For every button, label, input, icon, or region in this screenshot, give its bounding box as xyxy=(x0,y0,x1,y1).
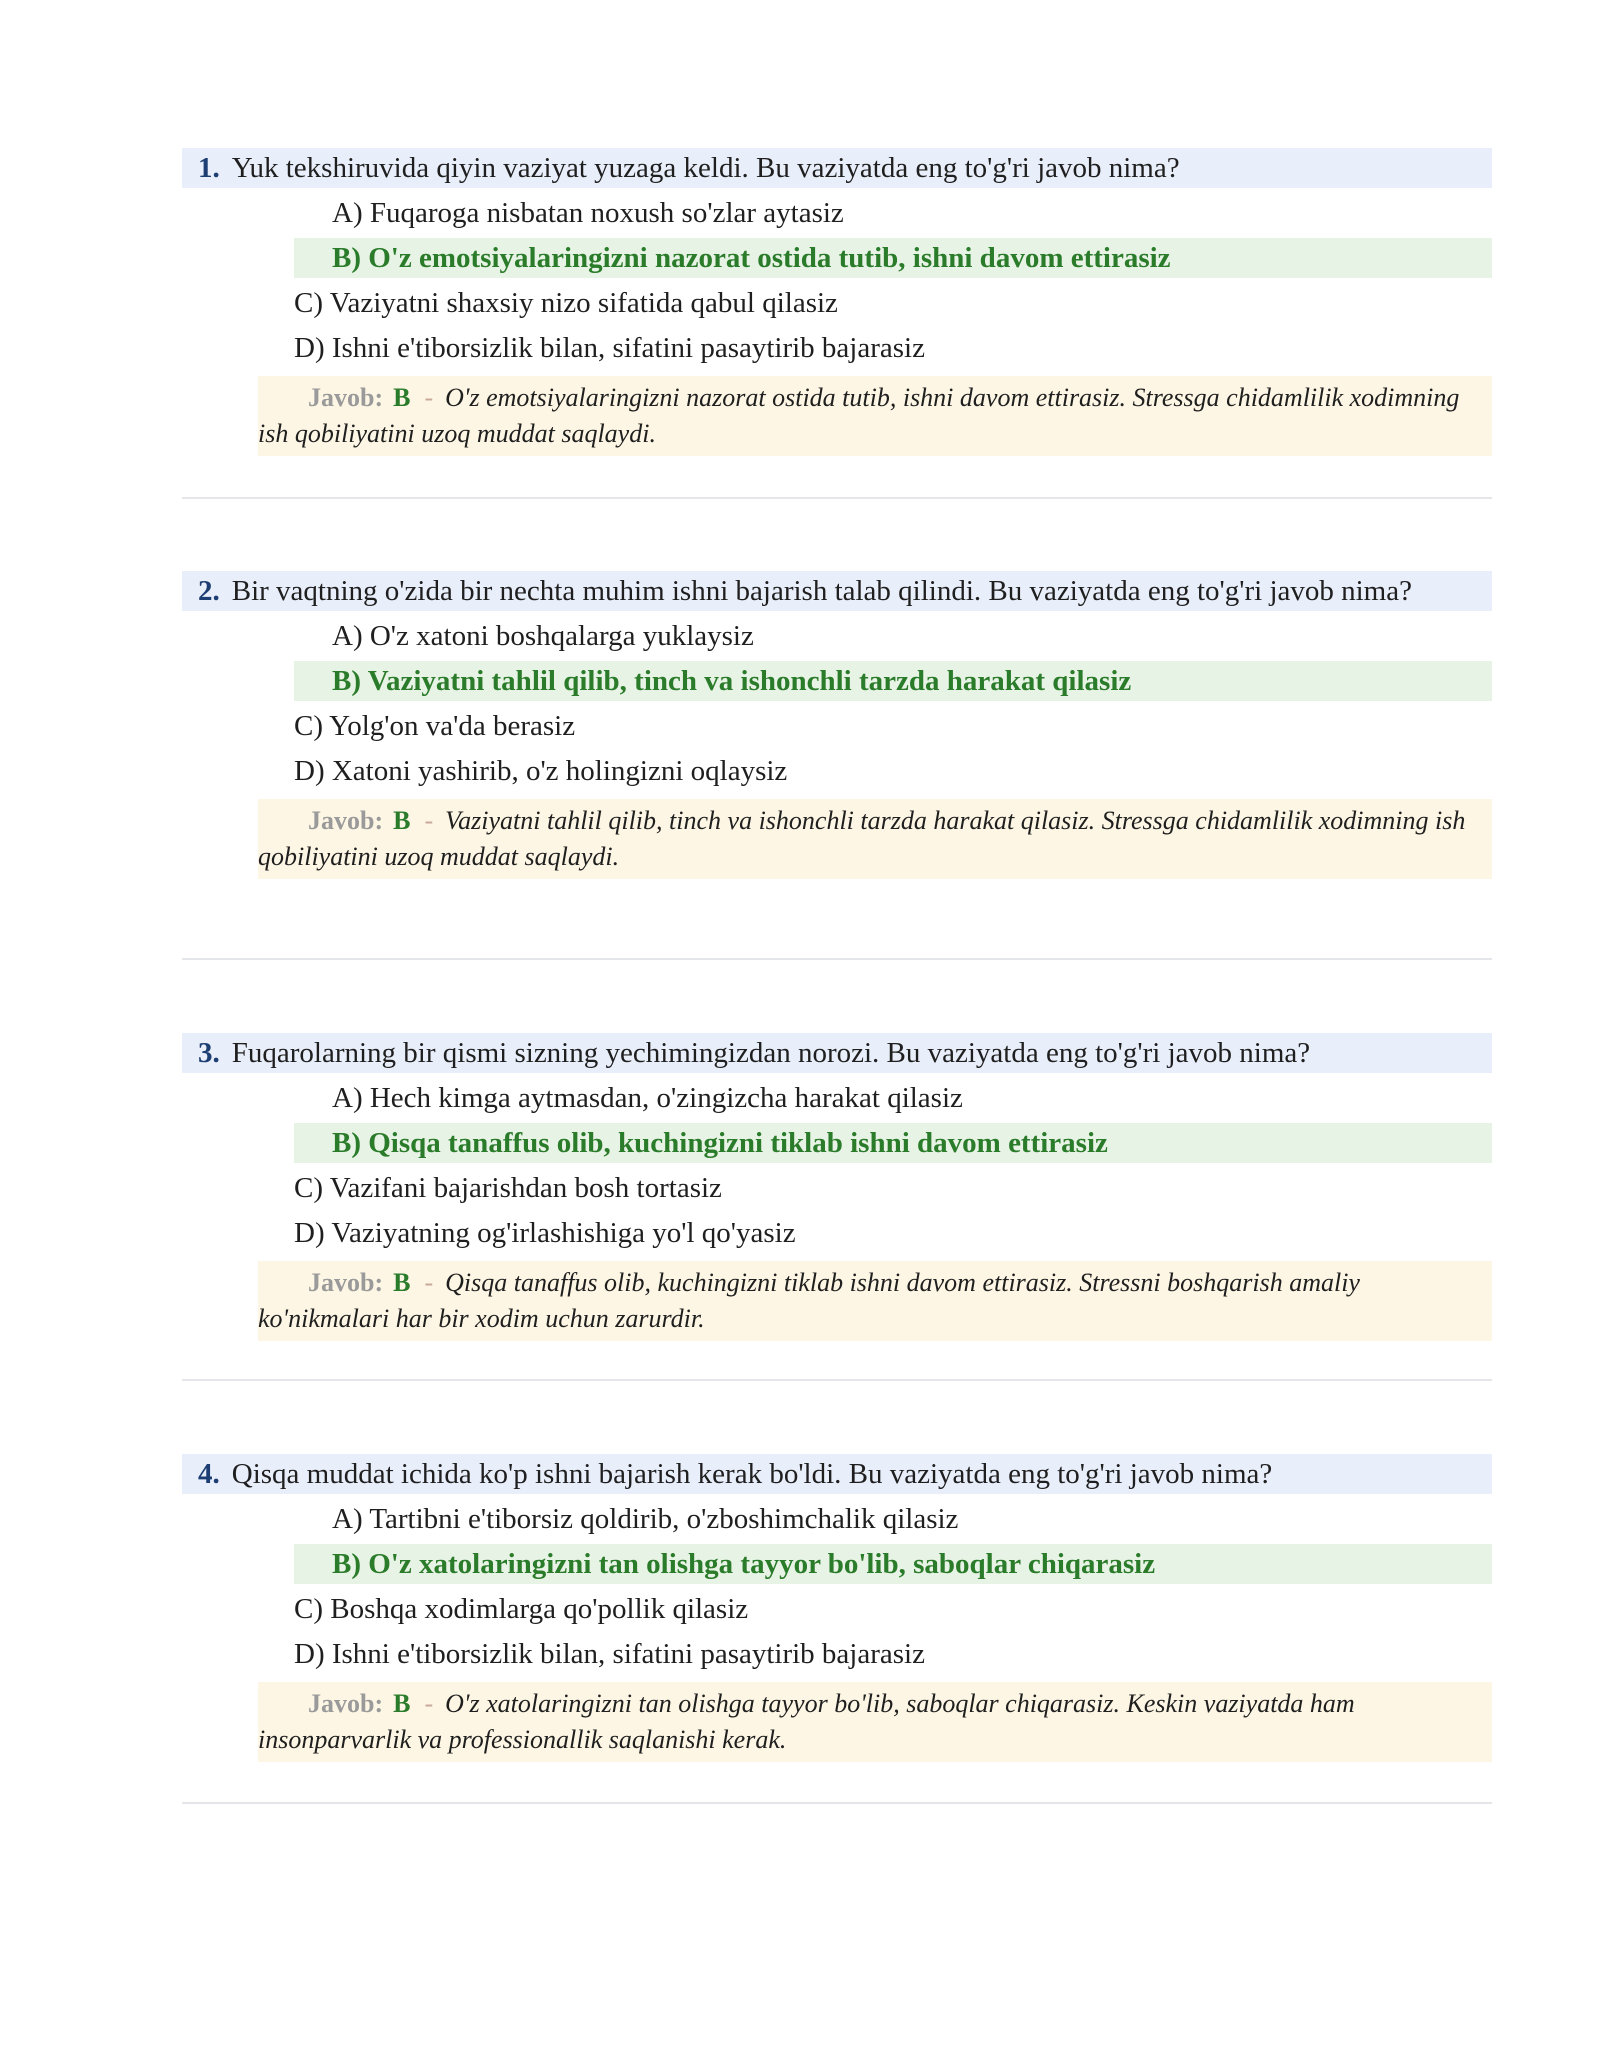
answer-label: Javob: xyxy=(308,1268,384,1297)
answer-explanation: O'z emotsiyalaringizni nazorat ostida tutib, ishni davom ettirasiz. Stressga chidamlilik xodimning ish qobiliyatini uzoq muddat saqlaydi. xyxy=(258,383,1460,448)
question-number: 3. xyxy=(198,1037,220,1069)
question-number: 4. xyxy=(198,1458,220,1490)
divider xyxy=(182,958,1492,960)
option-a: A) O'z xatoni boshqalarga yuklaysiz xyxy=(332,620,754,652)
answer-box xyxy=(258,1261,1492,1341)
question-text: Qisqa muddat ichida ko'p ishni bajarish kerak bo'ldi. Bu vaziyatda eng to'g'ri javob nima? xyxy=(231,1458,1273,1490)
answer-explanation: Vaziyatni tahlil qilib, tinch va ishonchli tarzda harakat qilasiz. Stressga chidamlilik xodimning ish qobiliyatini uzoq muddat saqlaydi. xyxy=(258,806,1466,871)
question-number: 2. xyxy=(198,575,220,607)
option-d: D) Ishni e'tiborsizlik bilan, sifatini pasaytirib bajarasiz xyxy=(294,332,925,364)
divider xyxy=(182,1802,1492,1804)
answer-label: Javob: xyxy=(308,383,384,412)
option-a: A) Tartibni e'tiborsiz qoldirib, o'zboshimchalik qilasiz xyxy=(332,1503,959,1535)
answer-dash: - xyxy=(424,383,434,412)
option-b-correct: B) Qisqa tanaffus olib, kuchingizni tiklab ishni davom ettirasiz xyxy=(294,1123,1492,1163)
answer-dash: - xyxy=(424,1689,434,1718)
answer-explanation: Qisqa tanaffus olib, kuchingizni tiklab ishni davom ettirasiz. Stressni boshqarish amaliy ko'nikmalari har bir xodim uchun zarurdir. xyxy=(258,1268,1360,1333)
answer-box xyxy=(258,799,1492,879)
answer-dash: - xyxy=(424,1268,434,1297)
option-c: C) Boshqa xodimlarga qo'pollik qilasiz xyxy=(294,1593,749,1625)
answer-label: Javob: xyxy=(308,806,384,835)
question-text: Yuk tekshiruvida qiyin vaziyat yuzaga keldi. Bu vaziyatda eng to'g'ri javob nima? xyxy=(231,152,1180,184)
option-c: C) Yolg'on va'da berasiz xyxy=(294,710,576,742)
option-c: C) Vazifani bajarishdan bosh tortasiz xyxy=(294,1172,722,1204)
answer-label: Javob: xyxy=(308,1689,384,1718)
answer-explanation: O'z xatolaringizni tan olishga tayyor bo'lib, saboqlar chiqarasiz. Keskin vaziyatda ham insonparvarlik va professionallik saqlanishi kerak. xyxy=(258,1689,1355,1754)
answer-letter: B xyxy=(393,1689,411,1718)
answer-letter: B xyxy=(393,383,411,412)
question-title xyxy=(182,148,1492,188)
question-title xyxy=(182,1033,1492,1073)
question-title xyxy=(182,571,1492,611)
option-d: D) Ishni e'tiborsizlik bilan, sifatini pasaytirib bajarasiz xyxy=(294,1638,925,1670)
divider xyxy=(182,497,1492,499)
option-a: A) Hech kimga aytmasdan, o'zingizcha harakat qilasiz xyxy=(332,1082,963,1114)
answer-dash: - xyxy=(424,806,434,835)
question-title xyxy=(182,1454,1492,1494)
question-block-1 xyxy=(182,148,1492,456)
option-d: D) Vaziyatning og'irlashishiga yo'l qo'yasiz xyxy=(294,1217,796,1249)
option-b-correct: B) O'z xatolaringizni tan olishga tayyor bo'lib, saboqlar chiqarasiz xyxy=(294,1544,1492,1584)
option-b-correct: B) Vaziyatni tahlil qilib, tinch va ishonchli tarzda harakat qilasiz xyxy=(294,661,1492,701)
option-b-correct: B) O'z emotsiyalaringizni nazorat ostida tutib, ishni davom ettirasiz xyxy=(294,238,1492,278)
option-d: D) Xatoni yashirib, o'z holingizni oqlaysiz xyxy=(294,755,788,787)
option-a: A) Fuqaroga nisbatan noxush so'zlar aytasiz xyxy=(332,197,844,229)
question-text: Fuqarolarning bir qismi sizning yechimingizdan norozi. Bu vaziyatda eng to'g'ri javob nima? xyxy=(231,1037,1311,1069)
answer-letter: B xyxy=(393,806,411,835)
question-text: Bir vaqtning o'zida bir nechta muhim ishni bajarish talab qilindi. Bu vaziyatda eng to'g'ri javob nima? xyxy=(231,575,1412,607)
answer-letter: B xyxy=(393,1268,411,1297)
answer-box xyxy=(258,1682,1492,1762)
answer-box xyxy=(258,376,1492,456)
question-block-2 xyxy=(182,571,1492,879)
option-c: C) Vaziyatni shaxsiy nizo sifatida qabul qilasiz xyxy=(294,287,838,319)
question-block-4 xyxy=(182,1454,1492,1762)
divider xyxy=(182,1379,1492,1381)
question-block-3 xyxy=(182,1033,1492,1341)
question-number: 1. xyxy=(198,152,220,184)
